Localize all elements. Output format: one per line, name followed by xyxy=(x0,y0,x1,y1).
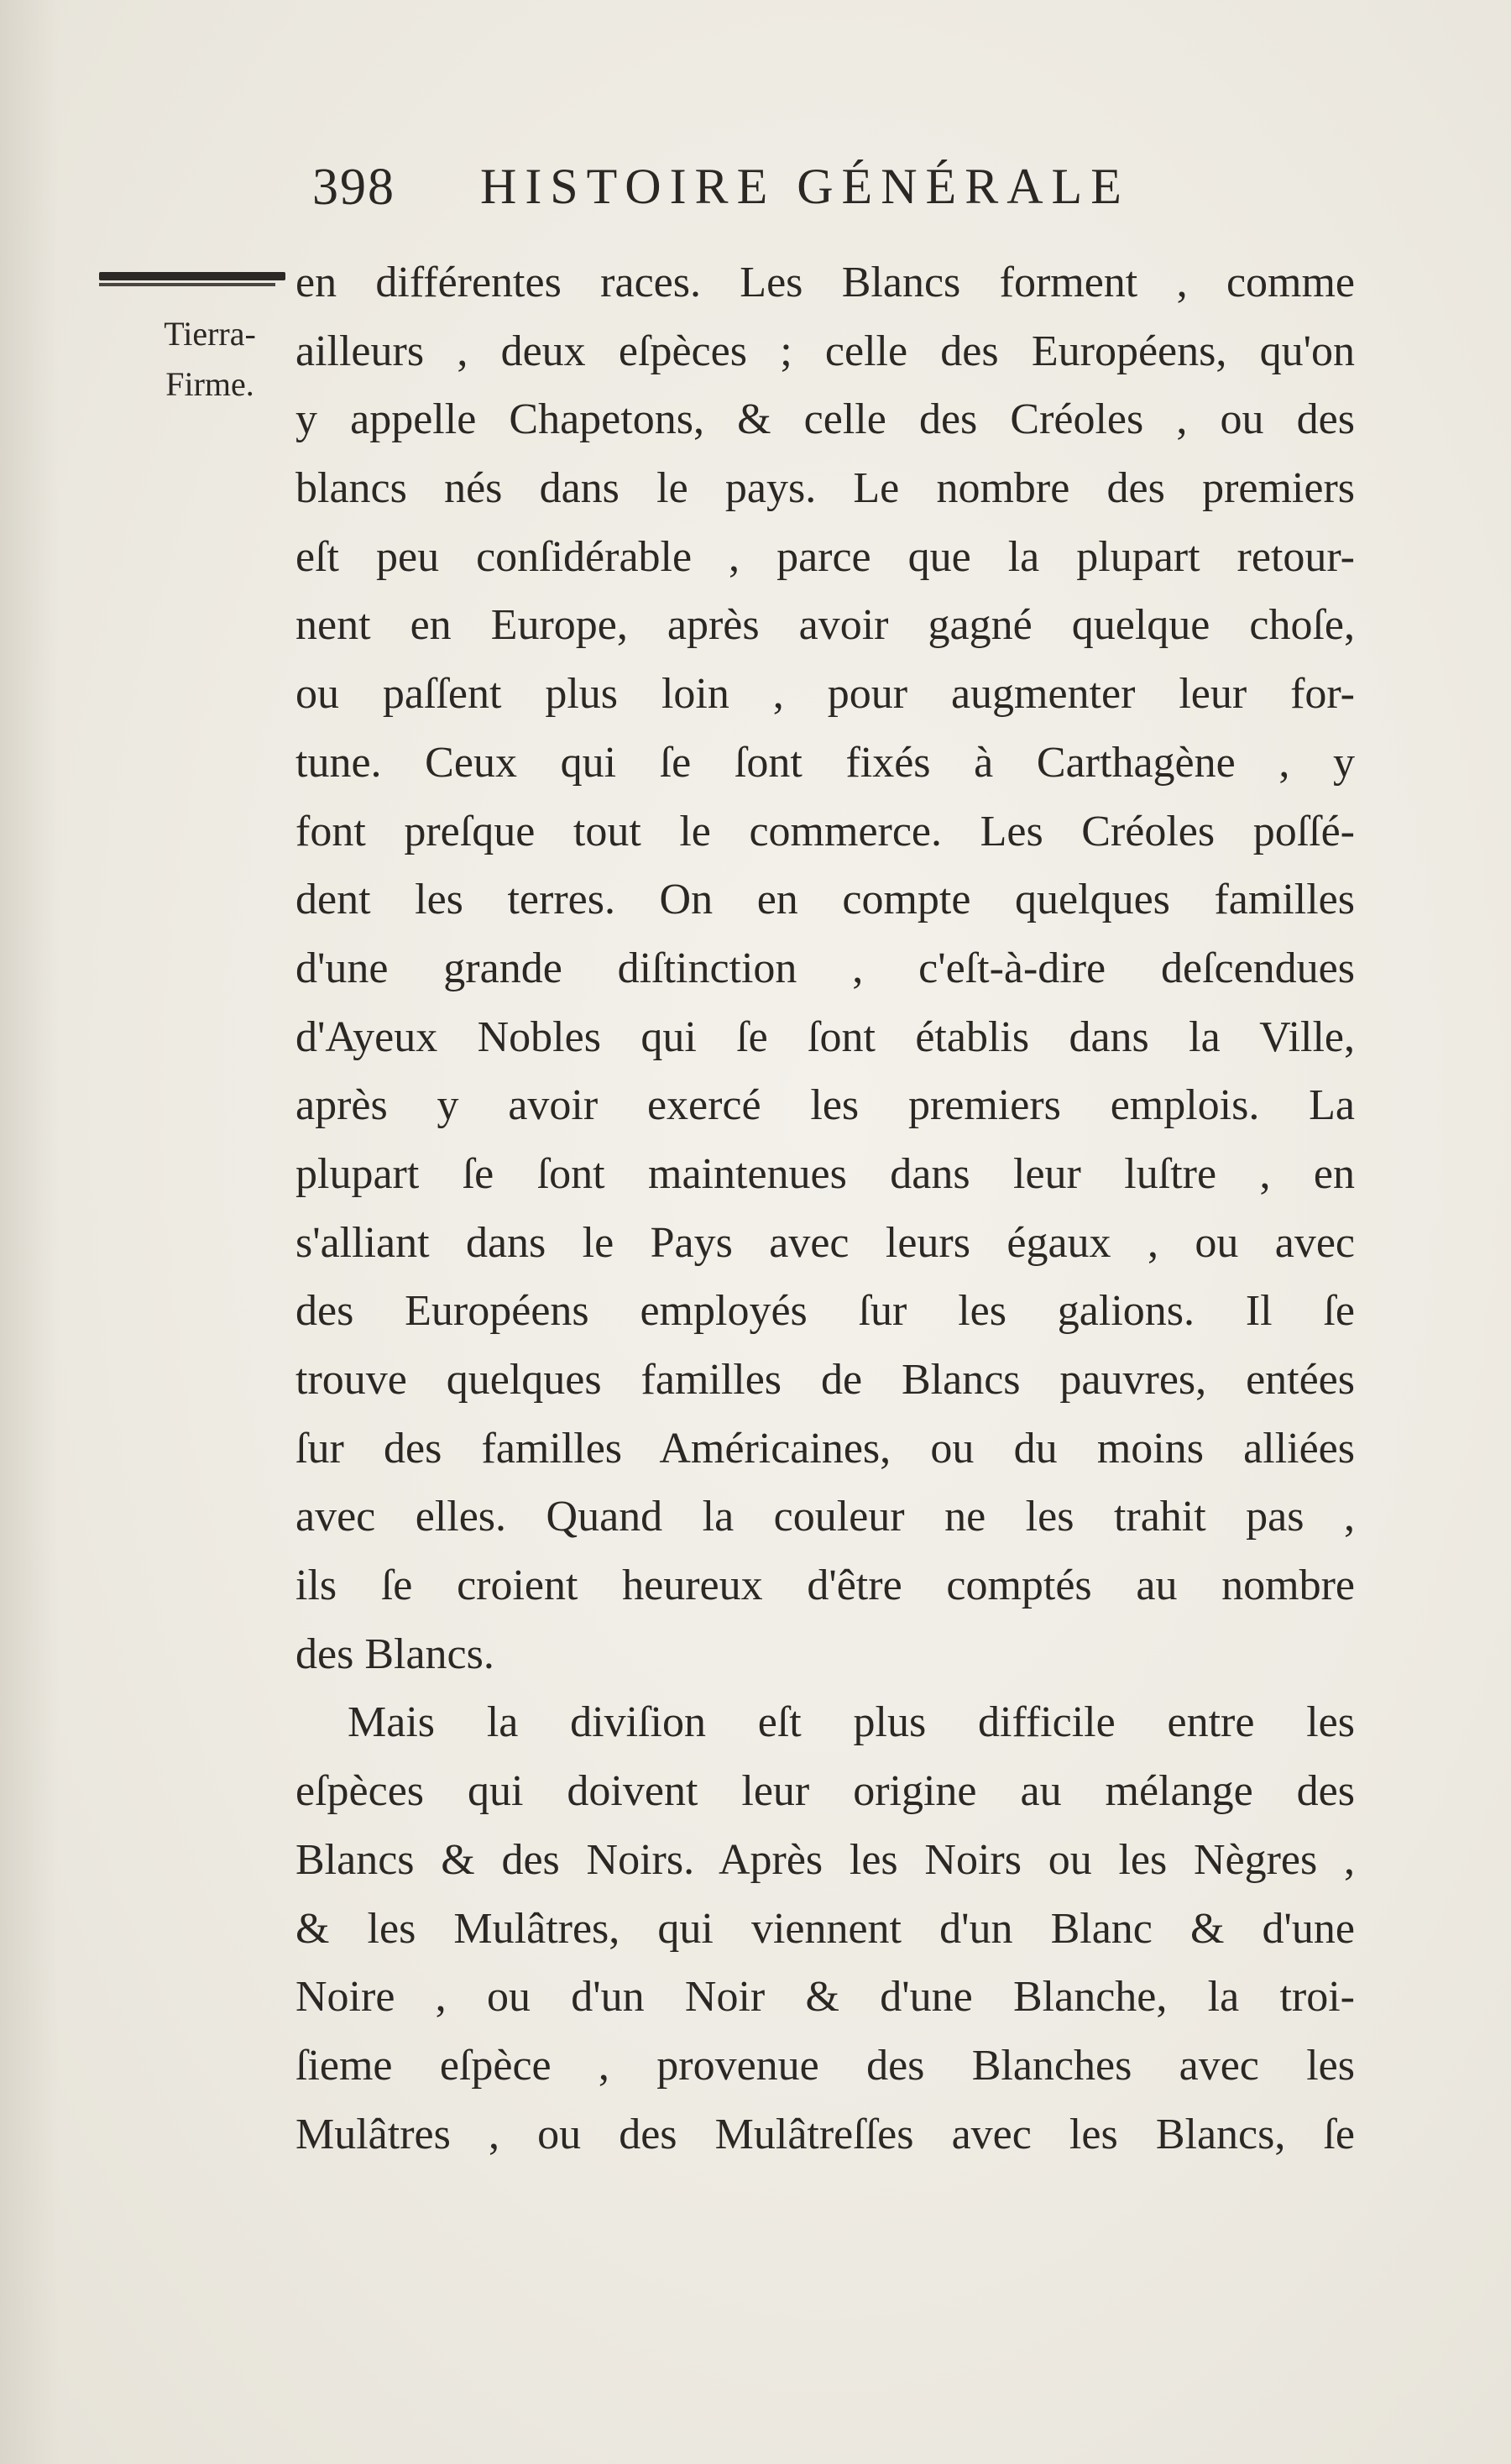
text-line: Noire , ou d'un Noir & d'une Blanche, la troi- xyxy=(295,1973,1355,2022)
text-line: d'une grande diſtinction , c'eſt-à-dire deſcendues xyxy=(295,944,1355,992)
text-line: trouve quelques familles de Blancs pauvres, entées xyxy=(295,1356,1355,1404)
gutter-shadow xyxy=(0,0,59,2464)
text-line: avec elles. Quand la couleur ne les trahit pas , xyxy=(295,1493,1355,1541)
text-line: en différentes races. Les Blancs forment , comme xyxy=(295,259,1355,306)
text-line: des Blancs. xyxy=(295,1630,494,1678)
margin-rule xyxy=(99,272,285,280)
text-line: ou paſſent plus loin , pour augmenter leur for- xyxy=(295,670,1355,719)
text-line: Mulâtres , ou des Mulâtreſſes avec les Blancs, ſe xyxy=(295,2110,1355,2158)
text-line: tune. Ceux qui ſe ſont fixés à Carthagène , y xyxy=(295,738,1355,787)
text-line: des Européens employés ſur les galions. Il ſe xyxy=(295,1287,1355,1336)
text-line: blancs nés dans le pays. Le nombre des premiers xyxy=(295,464,1355,513)
text-line: plupart ſe ſont maintenues dans leur luſtre , en xyxy=(295,1149,1355,1198)
marginal-note xyxy=(134,309,285,410)
running-title: HISTOIRE GÉNÉRALE xyxy=(480,159,1130,214)
marginal-note-line: Firme. xyxy=(165,365,254,403)
text-line: ailleurs , deux eſpèces ; celle des Européens, qu'on xyxy=(295,327,1355,375)
text-line: ils ſe croient heureux d'être comptés au nombre xyxy=(295,1562,1355,1610)
text-line: dent les terres. On en compte quelques familles xyxy=(295,876,1355,924)
text-line: Mais la diviſion eſt plus difficile entre les xyxy=(348,1698,1355,1747)
marginal-note-line: Tierra- xyxy=(164,315,256,353)
body-text xyxy=(295,248,1355,2168)
text-line: nent en Europe, après avoir gagné quelque choſe, xyxy=(295,601,1355,650)
text-line: eſt peu conſidérable , parce que la plupart retour- xyxy=(295,532,1355,581)
text-line: eſpèces qui doivent leur origine au mélange des xyxy=(295,1767,1355,1816)
text-line: s'alliant dans le Pays avec leurs égaux , ou avec xyxy=(295,1218,1355,1267)
text-line: font preſque tout le commerce. Les Créoles poſſé- xyxy=(295,807,1355,855)
text-line: ſieme eſpèce , provenue des Blanches avec les xyxy=(295,2041,1355,2090)
text-line: après y avoir exercé les premiers emplois. La xyxy=(295,1081,1355,1130)
text-line: ſur des familles Américaines, ou du moins alliées xyxy=(295,1424,1355,1473)
text-line: Blancs & des Noirs. Après les Noirs ou les Nègres , xyxy=(295,1835,1355,1884)
text-line: y appelle Chapetons, & celle des Créoles , ou des xyxy=(295,395,1355,444)
text-line: d'Ayeux Nobles qui ſe ſont établis dans la Ville, xyxy=(295,1012,1355,1061)
text-line: & les Mulâtres, qui viennent d'un Blanc & d'une xyxy=(295,1904,1355,1953)
page-header xyxy=(312,158,1219,225)
page-number: 398 xyxy=(312,159,395,216)
